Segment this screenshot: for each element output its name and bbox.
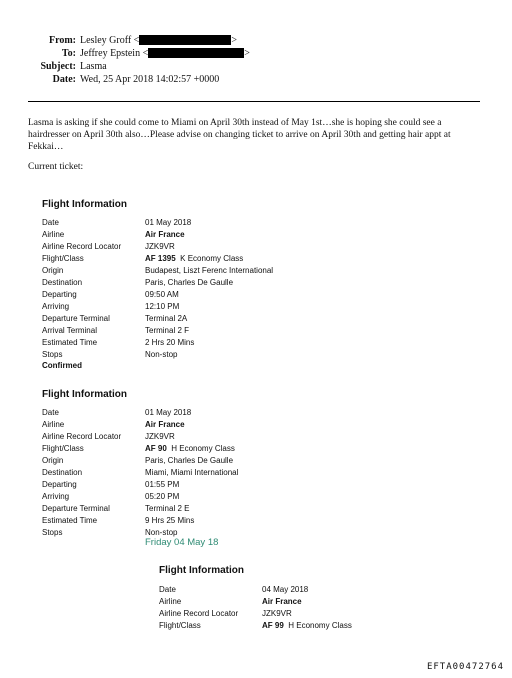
- info-row: [42, 455, 342, 467]
- row-label: Date: [42, 408, 59, 417]
- flight-2-title: Flight Information: [42, 389, 127, 400]
- info-row: [42, 313, 342, 325]
- row-label: Airline Record Locator: [42, 242, 122, 251]
- flight-1-title: Flight Information: [42, 199, 127, 210]
- row-value: [145, 217, 191, 229]
- info-row: [42, 217, 342, 229]
- value-text: Paris, Charles De Gaulle: [145, 456, 234, 465]
- info-row: [42, 491, 342, 503]
- info-row: [42, 443, 342, 455]
- row-value: [262, 608, 292, 620]
- bates-number: EFTA00472764: [426, 662, 504, 672]
- row-value: [145, 419, 185, 431]
- subject-value: Lasma: [80, 61, 107, 72]
- value-text: Terminal 2 E: [145, 504, 190, 513]
- info-row: [42, 349, 342, 361]
- row-label: Flight/Class: [42, 254, 84, 263]
- value-text: H Economy Class: [288, 621, 352, 630]
- row-label: Origin: [42, 266, 64, 275]
- value-text: 01 May 2018: [145, 408, 192, 417]
- info-row: [42, 241, 342, 253]
- row-label: Stops: [42, 528, 63, 537]
- row-label: Airline Record Locator: [159, 609, 239, 618]
- value-text: 12:10 PM: [145, 302, 180, 311]
- flight-1-status: Confirmed: [42, 361, 82, 370]
- row-label: Date: [42, 218, 59, 227]
- value-text: 9 Hrs 25 Mins: [145, 516, 195, 525]
- return-date-heading: Friday 04 May 18: [145, 537, 219, 548]
- value-text: 09:50 AM: [145, 290, 179, 299]
- info-row: [42, 515, 342, 527]
- row-label: Airline: [42, 230, 65, 239]
- row-value: [145, 349, 177, 361]
- value-text: Terminal 2 F: [145, 326, 190, 335]
- value-text: 04 May 2018: [262, 585, 309, 594]
- value-text: 05:20 PM: [145, 492, 180, 501]
- row-label: Flight/Class: [159, 621, 201, 630]
- value-text: 01:55 PM: [145, 480, 180, 489]
- row-value: [145, 455, 233, 467]
- row-label: Departure Terminal: [42, 504, 110, 513]
- flight-3-title: Flight Information: [159, 565, 244, 576]
- row-label: Departing: [42, 290, 77, 299]
- flight-3-table: [159, 584, 459, 632]
- info-row: [42, 407, 342, 419]
- flight-number: AF 1395: [145, 254, 176, 263]
- row-value: [145, 313, 187, 325]
- from-label: From:: [48, 35, 76, 46]
- row-value: [262, 584, 308, 596]
- value-text: Air France: [145, 420, 185, 429]
- row-label: Arrival Terminal: [42, 326, 97, 335]
- value-text: JZK9VR: [145, 242, 175, 251]
- info-row: [159, 620, 459, 632]
- redaction-box: [139, 35, 231, 45]
- value-text: H Economy Class: [171, 444, 235, 453]
- value-text: Non-stop: [145, 350, 178, 359]
- row-label: Departing: [42, 480, 77, 489]
- value-text: Paris, Charles De Gaulle: [145, 278, 234, 287]
- info-row: [42, 431, 342, 443]
- row-label: Estimated Time: [42, 338, 98, 347]
- value-text: Miami, Miami International: [145, 468, 239, 477]
- value-text: Non-stop: [145, 528, 178, 537]
- value-text: 2 Hrs 20 Mins: [145, 338, 195, 347]
- value-text: JZK9VR: [262, 609, 292, 618]
- row-value: [145, 253, 243, 265]
- row-value: [145, 443, 235, 455]
- value-text: Terminal 2A: [145, 314, 188, 323]
- row-value: [145, 503, 189, 515]
- row-label: Origin: [42, 456, 64, 465]
- flight-1-table: [42, 217, 342, 361]
- row-value: [145, 431, 175, 443]
- row-value: [145, 265, 273, 277]
- row-label: Flight/Class: [42, 444, 84, 453]
- row-label: Airline: [159, 597, 182, 606]
- redaction-box: [148, 48, 244, 58]
- row-value: [145, 337, 194, 349]
- row-value: [145, 277, 233, 289]
- info-row: [159, 596, 459, 608]
- row-value: [145, 289, 179, 301]
- row-label: Estimated Time: [42, 516, 98, 525]
- info-row: [159, 584, 459, 596]
- info-row: [42, 301, 342, 313]
- info-row: [42, 419, 342, 431]
- row-value: [145, 229, 185, 241]
- value-text: Air France: [145, 230, 185, 239]
- subject-label: Subject:: [40, 61, 76, 72]
- row-value: [145, 515, 194, 527]
- row-value: [262, 596, 302, 608]
- message-body: Lasma is asking if she could come to Miami on April 30th instead of May 1st…she is hoping she could see a hairdresser on April 30th also…Please advise on changing ticket to arrive on April 30th and getting hair appt at Fekkai…: [28, 118, 451, 152]
- flight-number: AF 99: [262, 621, 284, 630]
- flight-number: AF 90: [145, 444, 167, 453]
- row-label: Arriving: [42, 302, 70, 311]
- header-divider: [28, 101, 480, 102]
- info-row: [42, 229, 342, 241]
- info-row: [42, 337, 342, 349]
- flight-2-table: [42, 407, 342, 539]
- row-label: Date: [159, 585, 176, 594]
- value-text: 01 May 2018: [145, 218, 192, 227]
- info-row: [42, 265, 342, 277]
- value-text: Air France: [262, 597, 302, 606]
- info-row: [42, 277, 342, 289]
- row-label: Airline Record Locator: [42, 432, 122, 441]
- row-label: Departure Terminal: [42, 314, 110, 323]
- date-value: Wed, 25 Apr 2018 14:02:57 +0000: [80, 74, 220, 85]
- current-ticket-label: Current ticket:: [28, 162, 84, 172]
- row-value: [145, 491, 179, 503]
- value-text: K Economy Class: [180, 254, 244, 263]
- row-value: [145, 467, 238, 479]
- row-value: [145, 241, 175, 253]
- row-label: Arriving: [42, 492, 70, 501]
- from-value: Lesley Groff < >: [80, 35, 237, 46]
- info-row: [42, 253, 342, 265]
- to-value: Jeffrey Epstein < >: [80, 48, 250, 59]
- row-label: Stops: [42, 350, 63, 359]
- row-label: Destination: [42, 278, 83, 287]
- info-row: [42, 479, 342, 491]
- value-text: Budapest, Liszt Ferenc International: [145, 266, 274, 275]
- row-value: [145, 301, 179, 313]
- info-row: [42, 289, 342, 301]
- value-text: JZK9VR: [145, 432, 175, 441]
- to-label: To:: [61, 48, 76, 59]
- info-row: [42, 467, 342, 479]
- date-label: Date:: [52, 74, 76, 85]
- info-row: [42, 325, 342, 337]
- row-value: [145, 325, 189, 337]
- row-value: [262, 620, 352, 632]
- row-label: Airline: [42, 420, 65, 429]
- row-value: [145, 479, 179, 491]
- row-label: Destination: [42, 468, 83, 477]
- info-row: [42, 503, 342, 515]
- row-value: [145, 407, 191, 419]
- info-row: [159, 608, 459, 620]
